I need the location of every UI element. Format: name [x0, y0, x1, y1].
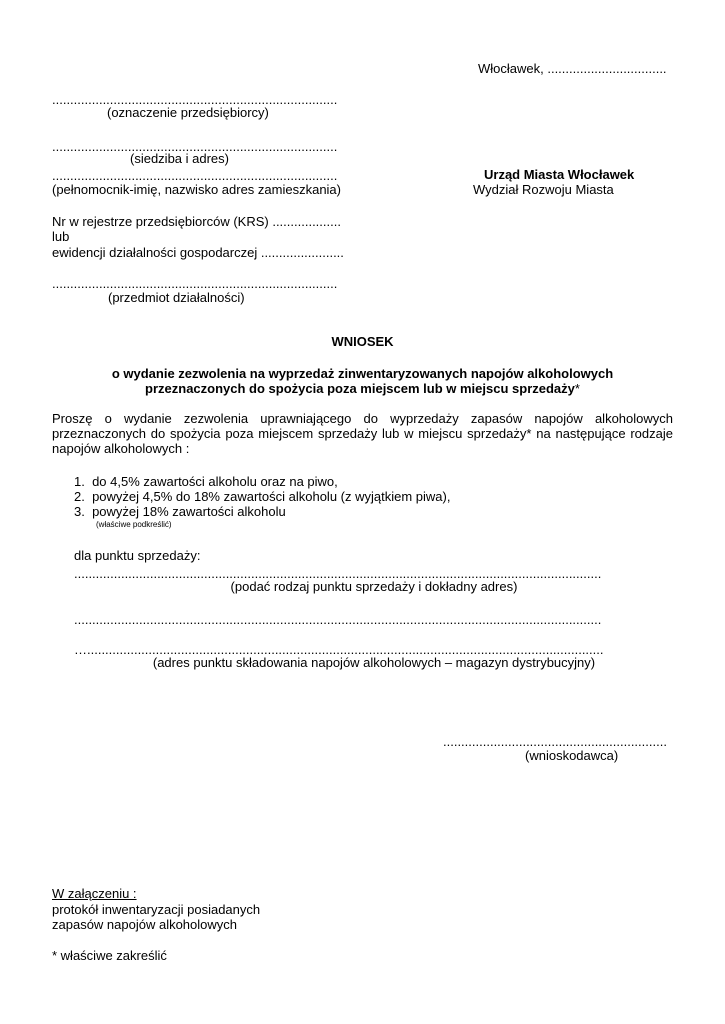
proxy-dots: ............................................................................... [52, 168, 338, 183]
list-item-number: 3. [74, 504, 85, 519]
applicant-name-dots: ............................................................................... [52, 92, 338, 107]
point-of-sale-label: dla punktu sprzedaży: [74, 548, 201, 563]
subtitle-footnote-star: * [574, 381, 580, 396]
krs-line: Nr w rejestrze przedsiębiorców (KRS) ................... [52, 214, 341, 229]
footnote: * właściwe zakreślić [52, 948, 167, 963]
list-item [74, 504, 286, 519]
point-of-sale-dots-2: .................................................................................................................................................. [74, 612, 602, 627]
list-item-number: 2. [74, 489, 85, 504]
document-subtitle-line1: o wydanie zezwolenia na wyprzedaż zinwentaryzowanych napojów alkoholowych [111, 366, 614, 381]
business-activity-caption: (przedmiot działalności) [108, 290, 245, 305]
attachment-line-1: protokół inwentaryzacji posiadanych [52, 902, 261, 917]
list-item [74, 474, 338, 489]
addressee-name: Urząd Miasta Włocławek [484, 167, 635, 182]
point-of-sale-caption: (podać rodzaj punktu sprzedaży i dokładny adres) [230, 579, 518, 594]
list-note: (właściwe podkreślić) [96, 520, 172, 529]
business-registry-line: ewidencji działalności gospodarczej ....................... [52, 245, 344, 260]
addressee-department: Wydział Rozwoju Miasta [473, 182, 614, 197]
list-item-number: 1. [74, 474, 85, 489]
place-date-line: Włocławek, ................................. [478, 61, 667, 76]
applicant-address-caption: (siedziba i adres) [130, 151, 229, 166]
list-item-text: do 4,5% zawartości alkoholu oraz na piwo, [92, 474, 338, 489]
document-subtitle-line2 [0, 381, 725, 396]
applicant-name-caption: (oznaczenie przedsiębiorcy) [107, 105, 269, 120]
business-activity-dots: ............................................................................... [52, 276, 338, 291]
storage-address-caption: (adres punktu składowania napojów alkoholowych – magazyn dystrybucyjny) [152, 655, 596, 670]
storage-address-dots: …............................................................................................................................................... [74, 642, 604, 657]
signature-caption: (wnioskodawca) [525, 748, 619, 763]
request-paragraph: Proszę o wydanie zezwolenia uprawniającego do wyprzedaży zapasów napojów alkoholowych przeznaczonych do spożycia poza miejscem sprzedaży lub w miejscu sprzedaży* na następujące rodzaje napojów alkoholowych : [52, 411, 673, 456]
proxy-caption: (pełnomocnik-imię, nazwisko adres zamieszkania) [52, 182, 341, 197]
lub-text: lub [52, 229, 70, 244]
point-of-sale-dots: .................................................................................................................................................. [74, 566, 602, 581]
attachment-line-2: zapasów napojów alkoholowych [52, 917, 238, 932]
document-title: WNIOSEK [331, 334, 394, 349]
list-item-text: powyżej 18% zawartości alkoholu [92, 504, 286, 519]
applicant-address-dots: ............................................................................... [52, 139, 338, 154]
list-item [74, 489, 450, 504]
signature-dots: .............................................................. [443, 734, 667, 749]
attachments-heading: W załączeniu : [52, 886, 137, 901]
list-item-text: powyżej 4,5% do 18% zawartości alkoholu (z wyjątkiem piwa), [92, 489, 451, 504]
subtitle-line2-text: przeznaczonych do spożycia poza miejscem lub w miejscu sprzedaży [145, 381, 575, 396]
